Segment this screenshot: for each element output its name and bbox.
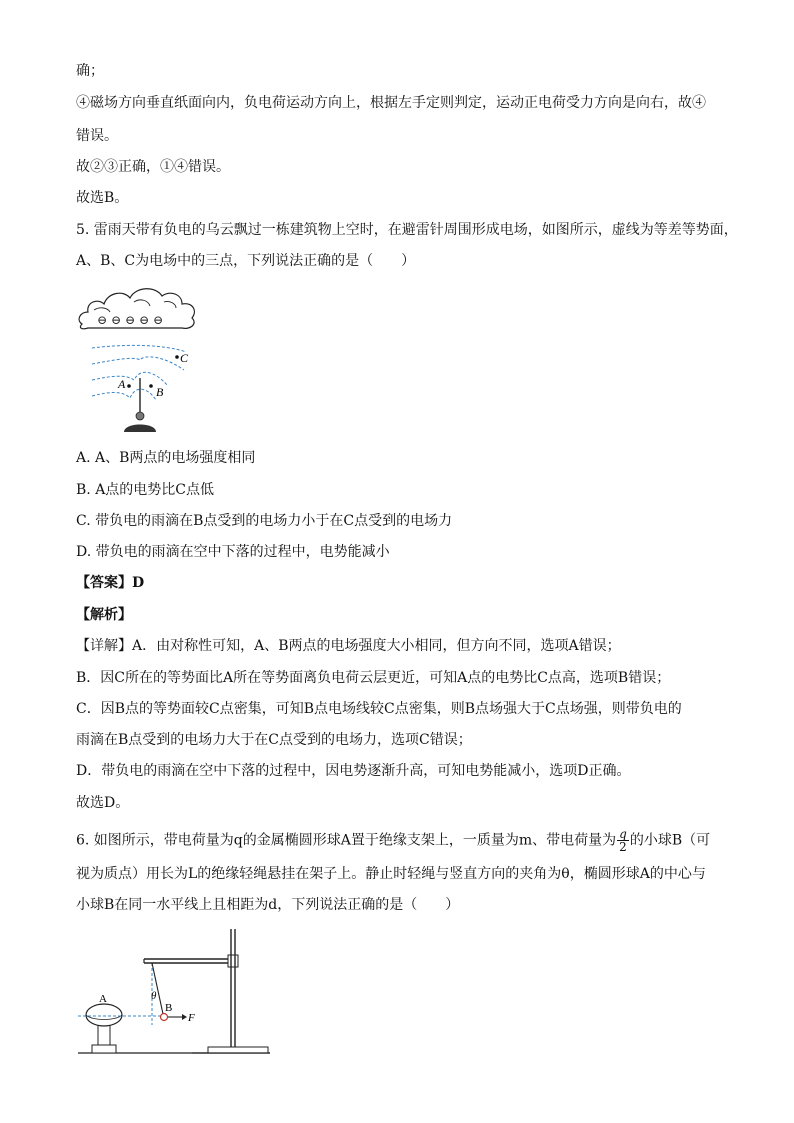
text-line: 确； [76, 63, 104, 79]
charge-icon: ⊖ [153, 313, 164, 327]
negative-charges [97, 313, 163, 327]
answer-label: 【答案】D [76, 575, 145, 591]
label-b: B [156, 385, 164, 399]
question-6-stem: 小球B在同一水平线上且相距为d，下列说法正确的是（ ） [76, 897, 460, 913]
option-d: D. 带负电的雨滴在空中下落的过程中，电势能减小 [76, 544, 390, 560]
option-a: A. A、B两点的电场强度相同 [76, 450, 256, 466]
charge-icon: ⊖ [125, 313, 136, 327]
detail-a: 【详解】A．由对称性可知，A、B两点的电场强度大小相同，但方向不同，选项A错误； [76, 638, 621, 654]
label-a: A [99, 993, 107, 1005]
fraction-q-over-2 [617, 828, 629, 853]
detail-c: 雨滴在B点受到的电场力大于在C点受到的电场力，选项C错误； [76, 732, 472, 748]
charge-icon: ⊖ [111, 313, 122, 327]
label-f: F [188, 1012, 195, 1024]
text-line: 故②③正确，①④错误。 [76, 159, 230, 175]
ellipsoid-pendulum-figure [74, 925, 274, 1061]
label-theta: θ [151, 990, 157, 1002]
analysis-label: 【解析】 [76, 607, 132, 623]
text-line: 故选B。 [76, 190, 129, 206]
fraction-numerator: q [619, 827, 627, 841]
label-c: C [180, 351, 189, 365]
label-a: A [118, 377, 126, 391]
detail-c: C．因B点的等势面较C点密集，可知B点电场线较C点密集，则B点场强大于C点场强，则带负电的 [76, 701, 682, 717]
charge-icon: ⊖ [139, 313, 150, 327]
detail-d: D．带负电的雨滴在空中下落的过程中，因电势逐渐升高，可知电势能减小，选项D正确。 [76, 763, 631, 779]
question-5-stem: A、B、C为电场中的三点，下列说法正确的是（ ） [76, 253, 416, 269]
label-b: B [165, 1002, 173, 1014]
question-5-stem: 5. 雷雨天带有负电的乌云飘过一栋建筑物上空时，在避雷针周围形成电场，如图所示，虚线为等差等势面， [76, 222, 738, 238]
choose-d: 故选D。 [76, 795, 130, 811]
detail-b: B．因C所在的等势面比A所在等势面离负电荷云层更近，可知A点的电势比C点高，选项B错误； [76, 670, 671, 686]
option-c: C. 带负电的雨滴在B点受到的电场力小于在C点受到的电场力 [76, 513, 453, 529]
text-line: 错误。 [76, 128, 118, 144]
q6-text-part: 6. 如图所示，带电荷量为q的金属椭圆形球A置于绝缘支架上，一质量为m、带电荷量为 [76, 832, 617, 849]
text-line: ④磁场方向垂直纸面向内，负电荷运动方向上，根据左手定则判定，运动正电荷受力方向是向右，故④ [76, 95, 706, 111]
question-6-stem [76, 828, 710, 853]
fraction-denominator: 2 [619, 840, 627, 854]
cloud-lightning-rod-figure [74, 280, 200, 440]
question-6-stem: 视为质点）用长为L的绝缘轻绳悬挂在架子上。静止时轻绳与竖直方向的夹角为θ，椭圆形球A的中心与 [76, 866, 706, 882]
option-b: B. A点的电势比C点低 [76, 482, 215, 498]
equipotential-lines [92, 345, 186, 400]
q6-text-part: 的小球B（可 [629, 832, 711, 849]
charge-icon: ⊖ [97, 313, 108, 327]
